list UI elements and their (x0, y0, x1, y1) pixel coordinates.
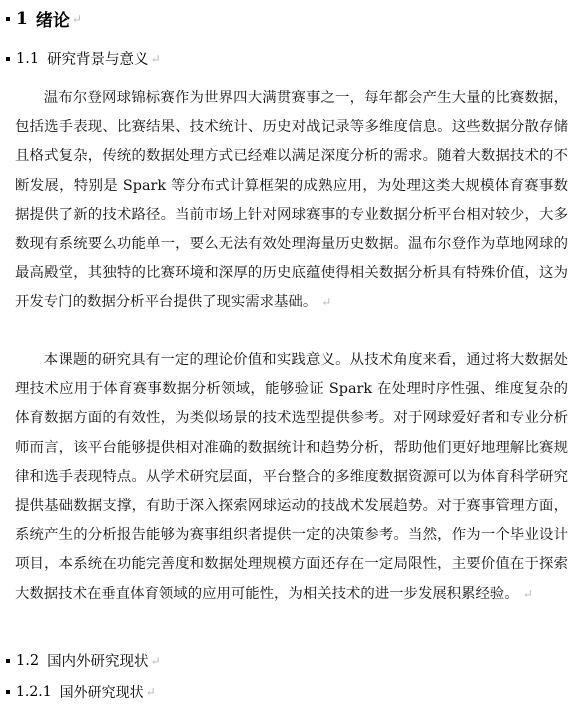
heading-bullet-icon (6, 690, 10, 694)
heading-bullet-icon (6, 17, 10, 21)
paragraph-text: 本课题的研究具有一定的理论价值和实践意义。从技术角度来看，通过将大数据处理技术应用于体育赛事数据分析领域，能够验证 Spark 在处理时序性强、维度复杂的体育数据方面的有效性，为类似场景的技术选型提供参考。对于网球爱好者和专业分析师而言，该平台能够提供相对准确的数据统计和趋势分析，帮助他们更好地理解比赛规律和选手表现特点。从学术研究层面，平台整合的多维度数据资源可以为体育科学研究提供基础数据支撑，有助于深入探索网球运动的技战术发展趋势。对于赛事管理方面，系统产生的分析报告能够为赛事组织者提供一定的决策参考。当然，作为一个毕业设计项目，本系统在功能完善度和数据处理规模方面还存在一定局限性，主要价值在于探索大数据技术在垂直体育领域的应用可能性，为相关技术的进一步发展积累经验。 (15, 352, 568, 602)
heading-title: 绪论 (35, 11, 70, 31)
heading-number: 1.2 (16, 652, 40, 669)
heading-title: 研究背景与意义 (47, 52, 149, 68)
heading-bullet-icon (6, 659, 10, 663)
paragraph-text: 温布尔登网球锦标赛作为世界四大满贯赛事之一，每年都会产生大量的比赛数据，包括选手表现、比赛结果、技术统计、历史对战记录等多维度信息。这些数据分散存储且格式复杂，传统的数据处理方式已经难以满足深度分析的需求。随着大数据技术的不断发展，特别是 Spark 等分布式计算框架的成熟应用，为处理这类大规模体育赛事数据提供了新的技术路径。当前市场上针对网球赛事的专业数据分析平台相对较少，大多数现有系统要么功能单一，要么无法有效处理海量历史数据。温布尔登作为草地网球的最高殿堂，其独特的比赛环境和深厚的历史底蕴使得相关数据分析具有特殊价值，这为开发专门的数据分析平台提供了现实需求基础。 (15, 90, 568, 311)
heading-1-2-1[interactable] (6, 682, 156, 702)
body-paragraph-2[interactable] (15, 346, 568, 609)
heading-1-2[interactable] (6, 650, 161, 671)
paragraph-mark-icon: ↵ (522, 586, 533, 601)
heading-1-1[interactable] (6, 48, 161, 69)
paragraph-mark-icon: ↵ (150, 51, 161, 66)
heading-bullet-icon (6, 57, 10, 61)
paragraph-mark-icon: ↵ (150, 653, 161, 668)
heading-title: 国内外研究现状 (47, 654, 149, 670)
paragraph-mark-icon: ↵ (71, 11, 82, 26)
paragraph-mark-icon: ↵ (321, 295, 332, 310)
heading-title: 国外研究现状 (59, 685, 144, 701)
heading-number: 1 (16, 8, 28, 29)
heading-number: 1.2.1 (16, 684, 52, 700)
heading-1[interactable] (6, 6, 82, 31)
heading-number: 1.1 (16, 50, 40, 67)
paragraph-mark-icon: ↵ (145, 685, 156, 699)
body-paragraph-1[interactable] (15, 84, 568, 318)
